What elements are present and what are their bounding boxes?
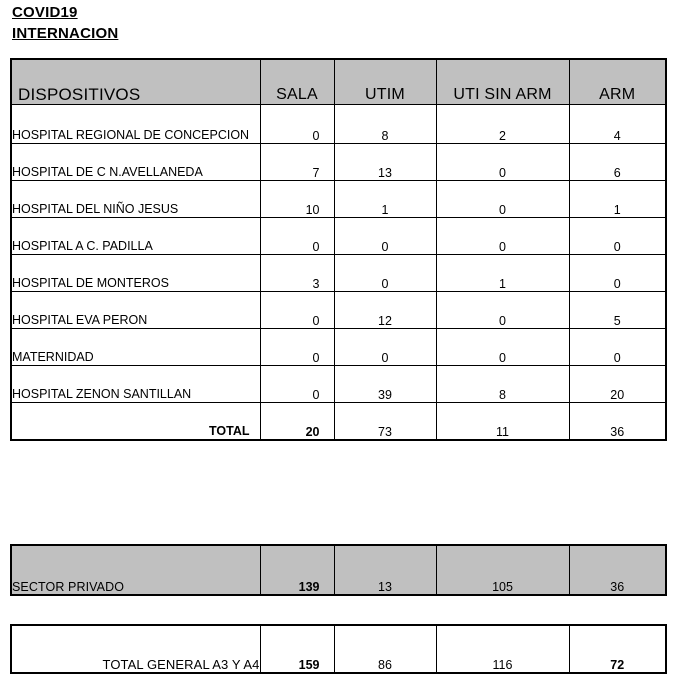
total-general-label: TOTAL GENERAL A3 Y A4 [11,625,260,673]
cell-sala: 0 [260,105,334,144]
cell-sala: 7 [260,144,334,181]
cell-dispositivo: HOSPITAL DEL NIÑO JESUS [11,181,260,218]
total-general-sala: 159 [260,625,334,673]
total-label: TOTAL [11,403,260,441]
total-sala: 20 [260,403,334,441]
sector-privado-label: SECTOR PRIVADO [11,545,260,595]
table-row [11,366,666,403]
cell-sala: 0 [260,366,334,403]
total-general-row [11,625,666,673]
total-general-utim: 86 [334,625,436,673]
cell-sala: 0 [260,218,334,255]
total-utim: 73 [334,403,436,441]
total-general-uti-sin-arm: 116 [436,625,569,673]
column-header-arm: ARM [569,59,666,105]
cell-uti-sin-arm: 1 [436,255,569,292]
cell-uti-sin-arm: 0 [436,144,569,181]
cell-uti-sin-arm: 0 [436,218,569,255]
sector-privado-row [11,545,666,595]
cell-utim: 0 [334,255,436,292]
cell-arm: 0 [569,329,666,366]
table-header-row [11,59,666,105]
cell-uti-sin-arm: 2 [436,105,569,144]
sector-privado-arm: 36 [569,545,666,595]
column-header-uti-sin-arm: UTI SIN ARM [436,59,569,105]
table-row [11,105,666,144]
cell-utim: 0 [334,218,436,255]
cell-uti-sin-arm: 0 [436,181,569,218]
table-row [11,255,666,292]
cell-dispositivo: HOSPITAL ZENON SANTILLAN [11,366,260,403]
cell-arm: 20 [569,366,666,403]
column-header-dispositivos: DISPOSITIVOS [11,59,260,105]
cell-dispositivo: HOSPITAL DE MONTEROS [11,255,260,292]
total-general-table [10,624,667,674]
cell-sala: 10 [260,181,334,218]
internacion-table [10,58,667,441]
cell-uti-sin-arm: 0 [436,329,569,366]
cell-utim: 1 [334,181,436,218]
cell-utim: 39 [334,366,436,403]
cell-arm: 0 [569,255,666,292]
table-row [11,218,666,255]
sector-privado-sala: 139 [260,545,334,595]
cell-sala: 3 [260,255,334,292]
cell-sala: 0 [260,292,334,329]
table-row [11,329,666,366]
table-body [11,105,666,441]
cell-uti-sin-arm: 0 [436,292,569,329]
cell-dispositivo: HOSPITAL A C. PADILLA [11,218,260,255]
sector-privado-utim: 13 [334,545,436,595]
page-title-line-2-row [12,23,432,44]
page-title [12,2,432,44]
cell-dispositivo: HOSPITAL REGIONAL DE CONCEPCION [11,105,260,144]
cell-sala: 0 [260,329,334,366]
cell-utim: 12 [334,292,436,329]
table-total-row [11,403,666,441]
cell-utim: 0 [334,329,436,366]
page-title-line-1: COVID19 [12,4,78,21]
table-row [11,144,666,181]
cell-utim: 8 [334,105,436,144]
column-header-utim: UTIM [334,59,436,105]
cell-arm: 5 [569,292,666,329]
cell-arm: 1 [569,181,666,218]
table-row [11,292,666,329]
table-header [11,59,666,105]
total-general-arm: 72 [569,625,666,673]
total-uti-sin-arm: 11 [436,403,569,441]
cell-utim: 13 [334,144,436,181]
sector-privado-uti-sin-arm: 105 [436,545,569,595]
page-title-line-1-row [12,2,432,23]
cell-dispositivo: HOSPITAL DE C N.AVELLANEDA [11,144,260,181]
cell-dispositivo: HOSPITAL EVA PERON [11,292,260,329]
cell-arm: 6 [569,144,666,181]
cell-arm: 0 [569,218,666,255]
sector-privado-table [10,544,667,596]
cell-uti-sin-arm: 8 [436,366,569,403]
column-header-sala: SALA [260,59,334,105]
page-title-line-2: INTERNACION [12,25,119,42]
total-arm: 36 [569,403,666,441]
cell-arm: 4 [569,105,666,144]
table-row [11,181,666,218]
cell-dispositivo: MATERNIDAD [11,329,260,366]
